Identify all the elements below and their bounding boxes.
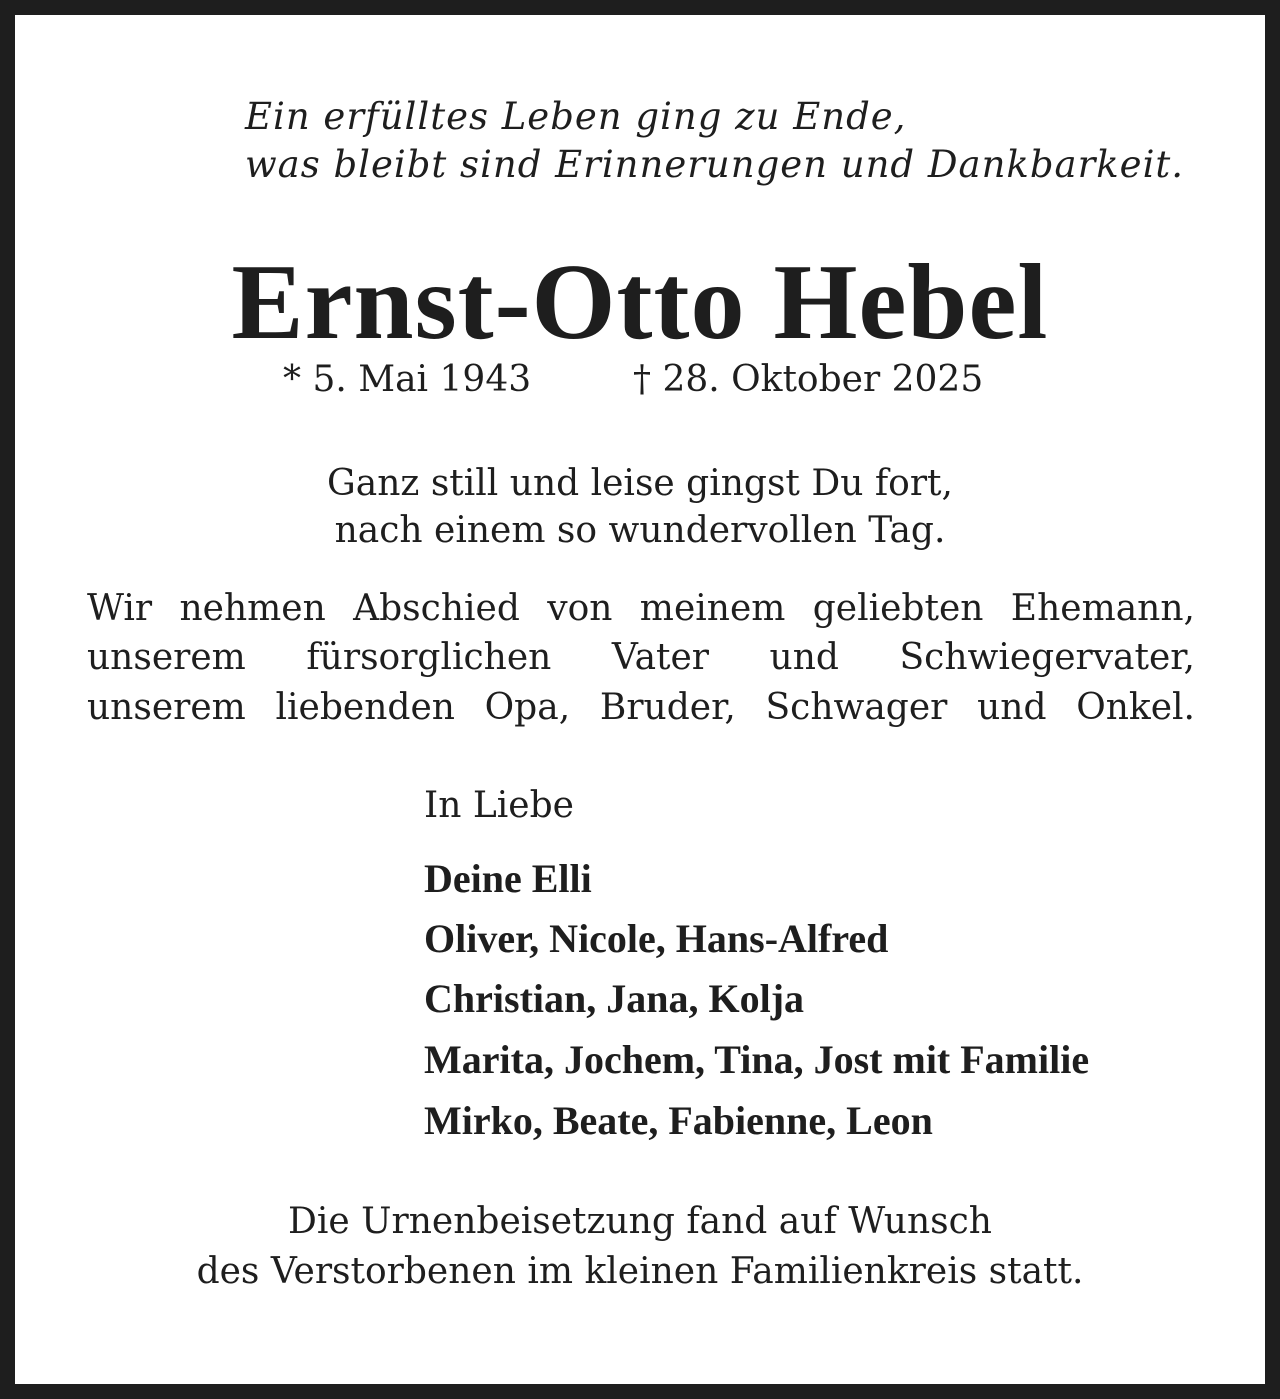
farewell-line-1: Wir nehmen Abschied von meinem geliebten Ehemann, [87, 588, 1195, 629]
verse-line-2: nach einem so wundervollen Tag. [334, 510, 946, 551]
farewell-line-2: unserem fürsorglichen Vater und Schwiegervater, [87, 637, 1195, 678]
closing-phrase: In Liebe [424, 785, 574, 826]
motto-line-2: was bleibt sind Erinnerungen und Dankbarkeit. [245, 143, 1185, 186]
birth-date: * 5. Mai 1943 [283, 359, 532, 400]
burial-note-line-2: des Verstorbenen im kleinen Familienkreis statt. [196, 1251, 1084, 1292]
deceased-name: Ernst-Otto Hebel [231, 243, 1049, 362]
motto-line-1: Ein erfülltes Leben ging zu Ende, [245, 95, 907, 138]
mourner-line: Christian, Jana, Kolja [424, 976, 805, 1021]
mourner-line: Marita, Jochem, Tina, Jost mit Familie [424, 1037, 1090, 1082]
mourner-line: Oliver, Nicole, Hans-Alfred [424, 916, 889, 961]
verse-line-1: Ganz still und leise gingst Du fort, [327, 463, 953, 504]
farewell-line-3: unserem liebenden Opa, Bruder, Schwager und Onkel. [87, 687, 1195, 728]
death-date: † 28. Oktober 2025 [633, 359, 984, 400]
mourner-line: Deine Elli [424, 856, 592, 901]
mourner-line: Mirko, Beate, Fabienne, Leon [424, 1098, 933, 1143]
burial-note-line-1: Die Urnenbeisetzung fand auf Wunsch [288, 1201, 992, 1242]
